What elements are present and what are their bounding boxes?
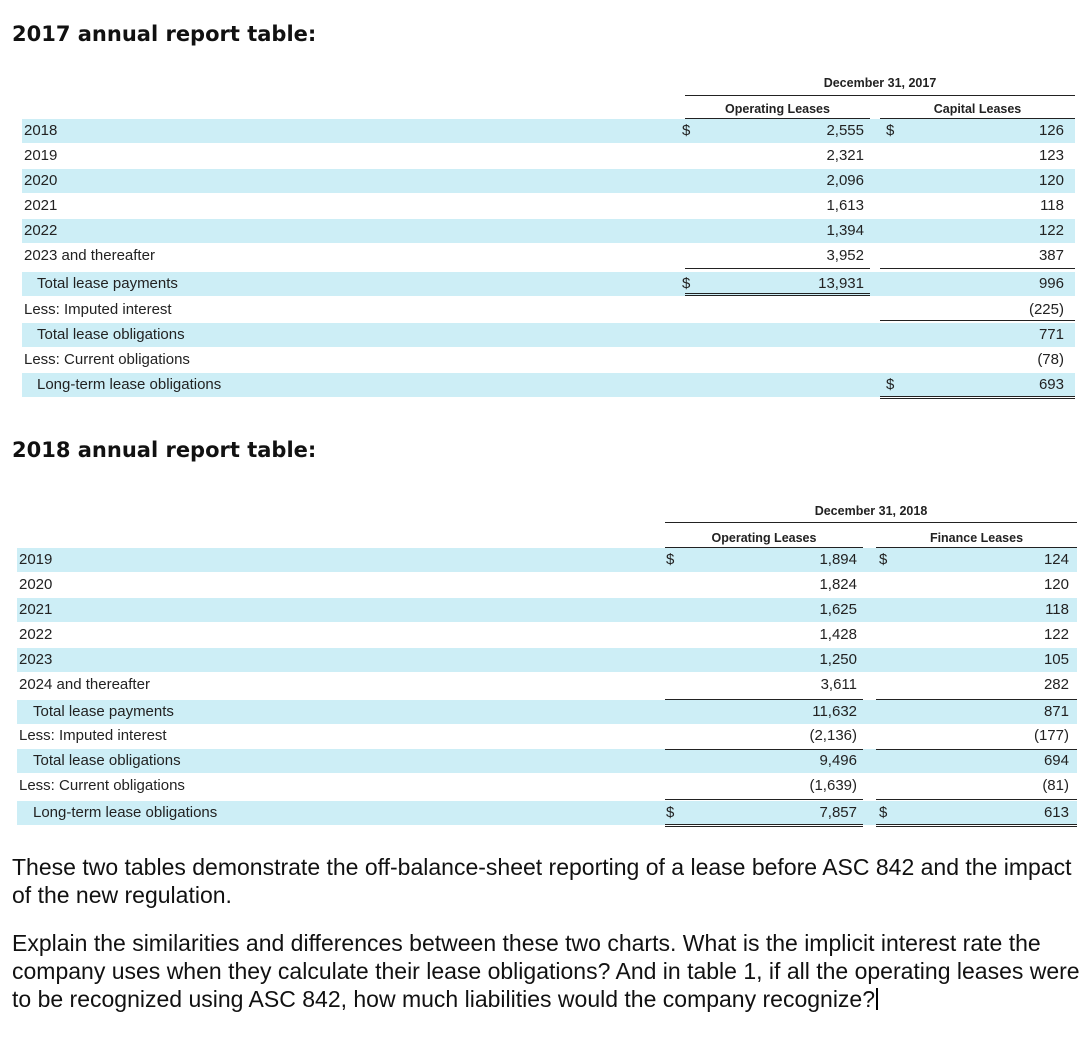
table-2018-col-operating: Operating Leases — [711, 531, 817, 545]
operating-value: 2,555 — [826, 122, 864, 139]
lease-value: 124 — [1043, 551, 1069, 568]
currency-symbol: $ — [879, 551, 888, 568]
table-2017-heading: 2017 annual report table: — [12, 22, 317, 46]
lease-value: 120 — [1043, 576, 1069, 593]
text-cursor — [876, 988, 878, 1010]
lease-value: 996 — [1038, 275, 1064, 292]
currency-symbol: $ — [666, 804, 675, 821]
operating-value: 9,496 — [819, 752, 857, 769]
row-label: Less: Current obligations — [19, 777, 185, 794]
lease-value: 613 — [1043, 804, 1069, 821]
row-label: Long-term lease obligations — [37, 376, 222, 393]
operating-value: 1,824 — [819, 576, 857, 593]
row-label: Long-term lease obligations — [33, 804, 218, 821]
operating-value: 7,857 — [819, 804, 857, 821]
operating-value: 13,931 — [818, 275, 864, 292]
lease-value: 118 — [1045, 601, 1069, 618]
row-label: 2019 — [19, 551, 53, 568]
row-label: Total lease obligations — [33, 752, 181, 769]
t2017-rule-final-cap — [880, 396, 1075, 399]
table-2017-date-rule — [685, 95, 1075, 96]
lease-value: 126 — [1038, 122, 1064, 139]
currency-symbol: $ — [682, 122, 691, 139]
t2018-rule-current-fin — [876, 799, 1077, 800]
t2018-rule-subtotal-fin — [876, 699, 1077, 700]
lease-value: 105 — [1043, 651, 1069, 668]
row-label: Less: Current obligations — [24, 351, 190, 368]
t2018-rule-subtotal-op — [665, 699, 863, 700]
operating-value: 1,250 — [819, 651, 857, 668]
operating-value: 3,611 — [820, 676, 857, 693]
lease-value: 118 — [1040, 197, 1064, 214]
operating-value: 1,428 — [819, 626, 857, 643]
t2017-rule-subtotal-cap — [880, 268, 1075, 269]
lease-value: (78) — [1037, 351, 1064, 368]
row-label: 2021 — [19, 601, 53, 618]
operating-value: 1,613 — [826, 197, 864, 214]
t2017-rule-oblig-cap — [880, 320, 1075, 321]
row-label: 2023 — [19, 651, 53, 668]
lease-value: 122 — [1038, 222, 1064, 239]
lease-value: 693 — [1038, 376, 1064, 393]
table-row — [22, 119, 1075, 143]
operating-value: 11,632 — [812, 703, 857, 720]
lease-value: (225) — [1028, 301, 1064, 318]
lease-value: 694 — [1043, 752, 1069, 769]
row-label: 2023 and thereafter — [24, 247, 155, 264]
lease-value: (81) — [1042, 777, 1069, 794]
table-row — [17, 573, 1077, 597]
t2017-rule-total-op — [685, 293, 870, 296]
t2018-rule-final-fin — [876, 824, 1077, 827]
lease-value: 771 — [1038, 326, 1064, 343]
row-label: Less: Imputed interest — [19, 727, 167, 744]
lease-value: (177) — [1033, 727, 1069, 744]
currency-symbol: $ — [682, 275, 691, 292]
table-row — [17, 749, 1077, 773]
table-2018-heading: 2018 annual report table: — [12, 438, 317, 462]
table-row — [22, 219, 1075, 243]
table-row — [22, 272, 1075, 296]
table-row — [17, 724, 1077, 748]
prose-paragraph-1: These two tables demonstrate the off-balance-sheet reporting of a lease before ASC 842 and the impact of the new regulation. — [12, 854, 1072, 908]
currency-symbol: $ — [886, 122, 895, 139]
table-row — [17, 648, 1077, 672]
lease-value: 387 — [1038, 247, 1064, 264]
row-label: 2020 — [24, 172, 58, 189]
currency-symbol: $ — [666, 551, 675, 568]
table-2018-date-header: December 31, 2018 — [814, 504, 928, 518]
table-row — [17, 623, 1077, 647]
t2018-rule-oblig-fin — [876, 749, 1077, 750]
row-label: 2018 — [24, 122, 58, 139]
row-label: Less: Imputed interest — [24, 301, 172, 318]
table-row — [22, 244, 1075, 268]
table-2018-col-finance: Finance Leases — [929, 531, 1024, 545]
table-row — [17, 801, 1077, 825]
operating-value: 2,321 — [826, 147, 864, 164]
row-label: 2022 — [19, 626, 53, 643]
table-row — [22, 373, 1075, 397]
row-label: 2022 — [24, 222, 58, 239]
t2018-rule-final-op — [665, 824, 863, 827]
table-row — [17, 598, 1077, 622]
table-2017-date-header: December 31, 2017 — [823, 76, 937, 90]
lease-value: 122 — [1043, 626, 1069, 643]
table-row — [22, 194, 1075, 218]
operating-value: 1,394 — [826, 222, 864, 239]
table-row — [17, 700, 1077, 724]
operating-value: (2,136) — [809, 727, 857, 744]
operating-value: (1,639) — [809, 777, 857, 794]
t2018-rule-current-op — [665, 799, 863, 800]
row-label: Total lease payments — [37, 275, 178, 292]
prose-paragraph-2[interactable] — [12, 929, 1087, 1013]
operating-value: 1,625 — [819, 601, 857, 618]
operating-value: 3,952 — [826, 247, 864, 264]
table-row — [17, 548, 1077, 572]
table-row — [22, 169, 1075, 193]
prose-paragraph-2-text: Explain the similarities and differences between these two charts. What is the implicit interest rate the company uses when they calculate their lease obligations? And in table 1, if all the operating leases were to be recognized using ASC 842, how much liabilities would the company recognize? — [12, 930, 1080, 1012]
table-row — [17, 673, 1077, 697]
currency-symbol: $ — [886, 376, 895, 393]
t2018-rule-oblig-op — [665, 749, 863, 750]
table-row — [22, 144, 1075, 168]
table-row — [17, 774, 1077, 798]
currency-symbol: $ — [879, 804, 888, 821]
row-label: 2021 — [24, 197, 58, 214]
lease-value: 871 — [1043, 703, 1069, 720]
operating-value: 2,096 — [826, 172, 864, 189]
row-label: 2019 — [24, 147, 58, 164]
row-label: 2020 — [19, 576, 53, 593]
lease-value: 282 — [1043, 676, 1069, 693]
table-row — [22, 348, 1075, 372]
table-2017-col-operating: Operating Leases — [725, 102, 830, 116]
operating-value: 1,894 — [819, 551, 857, 568]
row-label: 2024 and thereafter — [19, 676, 150, 693]
table-2018-date-rule — [665, 522, 1077, 523]
lease-value: 120 — [1038, 172, 1064, 189]
table-row — [22, 323, 1075, 347]
lease-value: 123 — [1038, 147, 1064, 164]
table-2017-col-capital: Capital Leases — [933, 102, 1022, 116]
row-label: Total lease obligations — [37, 326, 185, 343]
row-label: Total lease payments — [33, 703, 174, 720]
t2017-rule-subtotal-op — [685, 268, 870, 269]
table-row — [22, 298, 1075, 322]
